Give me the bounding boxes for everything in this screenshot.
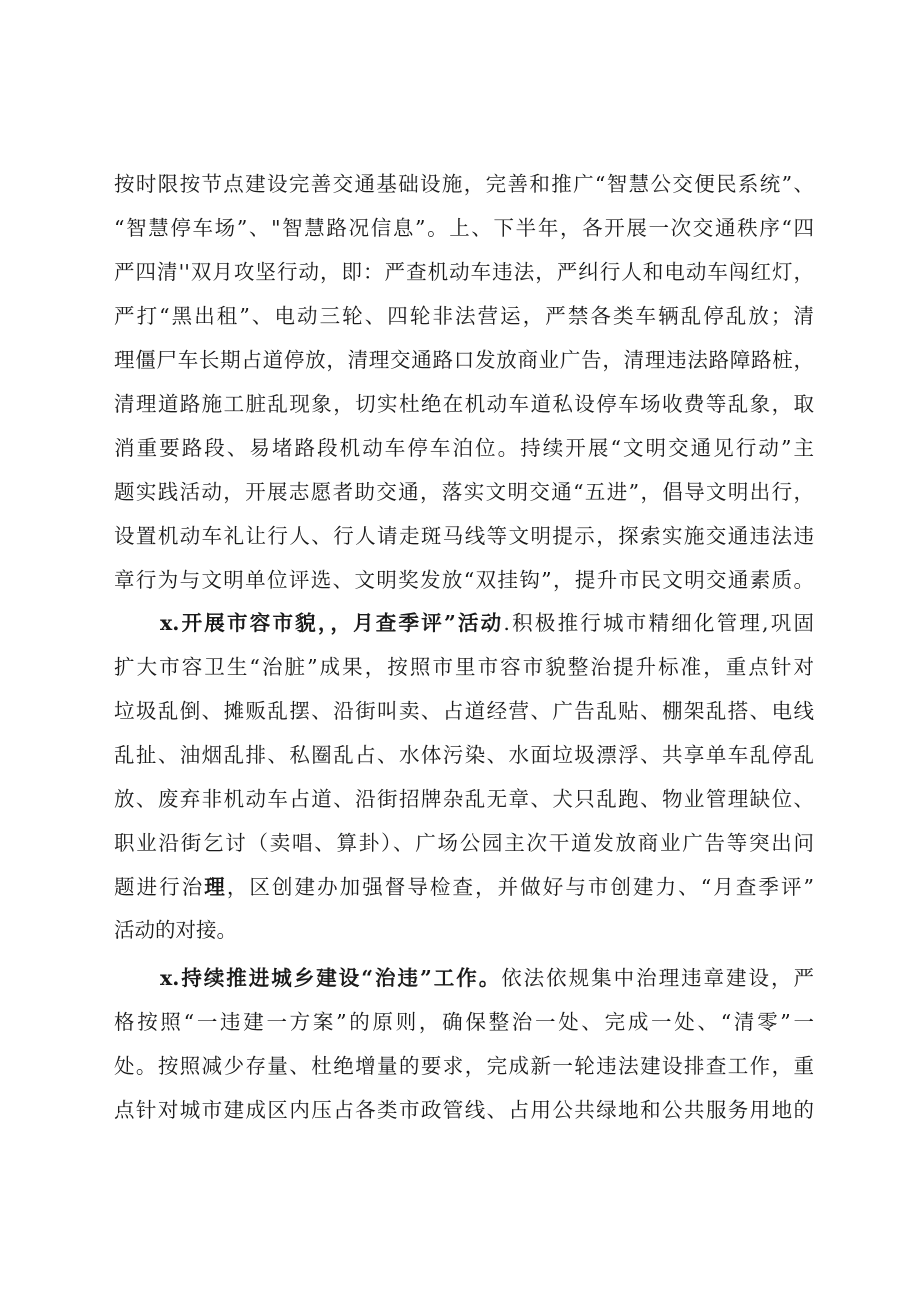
paragraph-2-line-4: 乱扯、油烟乱排、私圈乱占、水体污染、水面垃圾漂浮、共享单车乱停乱 xyxy=(114,743,814,767)
paragraph-2-line-1 xyxy=(160,603,814,643)
paragraph-2-line-7-pre: 题进行治 xyxy=(114,875,205,899)
paragraph-2-line-2: 扩大市容卫生“治脏”成果，按照市里市容市貌整治提升标准，重点针对 xyxy=(114,655,814,679)
paragraph-3-line-2: 格按照“一违建一方案”的原则，确保整治一处、完成一处、“清零”一 xyxy=(114,1010,814,1034)
paragraph-3-line-1-text: 依法依规集中治理违章建设，严 xyxy=(501,966,814,990)
paragraph-1-line-7: 消重要路段、易堵路段机动车停车泊位。持续开展“文明交通见行动”主 xyxy=(114,436,814,460)
paragraph-1-line-9: 设置机动车礼让行人、行人请走斑马线等文明提示，探索实施交通违法违 xyxy=(114,524,814,548)
paragraph-1-line-3: 严四清''双月攻坚行动，即：严查机动车违法，严纠行人和电动车闯红灯， xyxy=(114,260,814,284)
paragraph-2-line-3: 垃圾乱倒、摊贩乱摆、沿街叫卖、占道经营、广告乱贴、棚架乱搭、电线 xyxy=(114,699,814,723)
paragraph-1-line-8: 题实践活动，开展志愿者助交通，落实文明交通“五进”，倡导文明出行， xyxy=(114,480,814,504)
paragraph-3-line-4: 点针对城市建成区内压占各类市政管线、占用公共绿地和公共服务用地的 xyxy=(114,1098,814,1122)
paragraph-1-line-10: 章行为与文明单位评选、文明奖发放“双挂钩”，提升市民文明交通素质。 xyxy=(114,568,814,592)
paragraph-3-line-1 xyxy=(160,958,814,998)
paragraph-2-heading: x.开展市容市貌，，月查季评”活动 xyxy=(160,611,504,635)
paragraph-2-line-7-bold: 理 xyxy=(204,875,227,899)
paragraph-1-line-5: 理僵尸车长期占道停放，清理交通路口发放商业广告，清理违法路障路桩， xyxy=(114,348,814,372)
paragraph-1-line-4: 严打“黑出租”、电动三轮、四轮非法营运，严禁各类车辆乱停乱放；清 xyxy=(114,304,814,328)
paragraph-3-heading: x.持续推进城乡建设“治违”工作。 xyxy=(160,966,502,990)
paragraph-1-line-2: “智慧停车场”、"智慧路况信息”。上、下半年，各开展一次交通秩序“四 xyxy=(114,216,814,240)
paragraph-2-line-7-post: ，区创建办加强督导检查，并做好与市创建力、“月查季评” xyxy=(226,875,815,899)
paragraph-2-line-7 xyxy=(114,867,814,907)
paragraph-3-line-3: 处。按照减少存量、杜绝增量的要求，完成新一轮违法建设排查工作，重 xyxy=(114,1054,814,1078)
paragraph-2-line-5: 放、废弃非机动车占道、沿街招牌杂乱无章、犬只乱跑、物业管理缺位、 xyxy=(114,787,814,811)
paragraph-1-line-1: 按时限按节点建设完善交通基础设施，完善和推广“智慧公交便民系统”、 xyxy=(114,172,814,196)
paragraph-2-line-1-text: .积极推行城市精细化管理,巩固 xyxy=(503,611,814,635)
paragraph-1-line-6: 清理道路施工脏乱现象，切实杜绝在机动车道私设停车场收费等乱象，取 xyxy=(114,392,814,416)
paragraph-2-line-8: 活动的对接。 xyxy=(114,918,237,942)
paragraph-2-line-6: 职业沿街乞讨（卖唱、算卦）、广场公园主次干道发放商业广告等突出问 xyxy=(114,831,814,855)
